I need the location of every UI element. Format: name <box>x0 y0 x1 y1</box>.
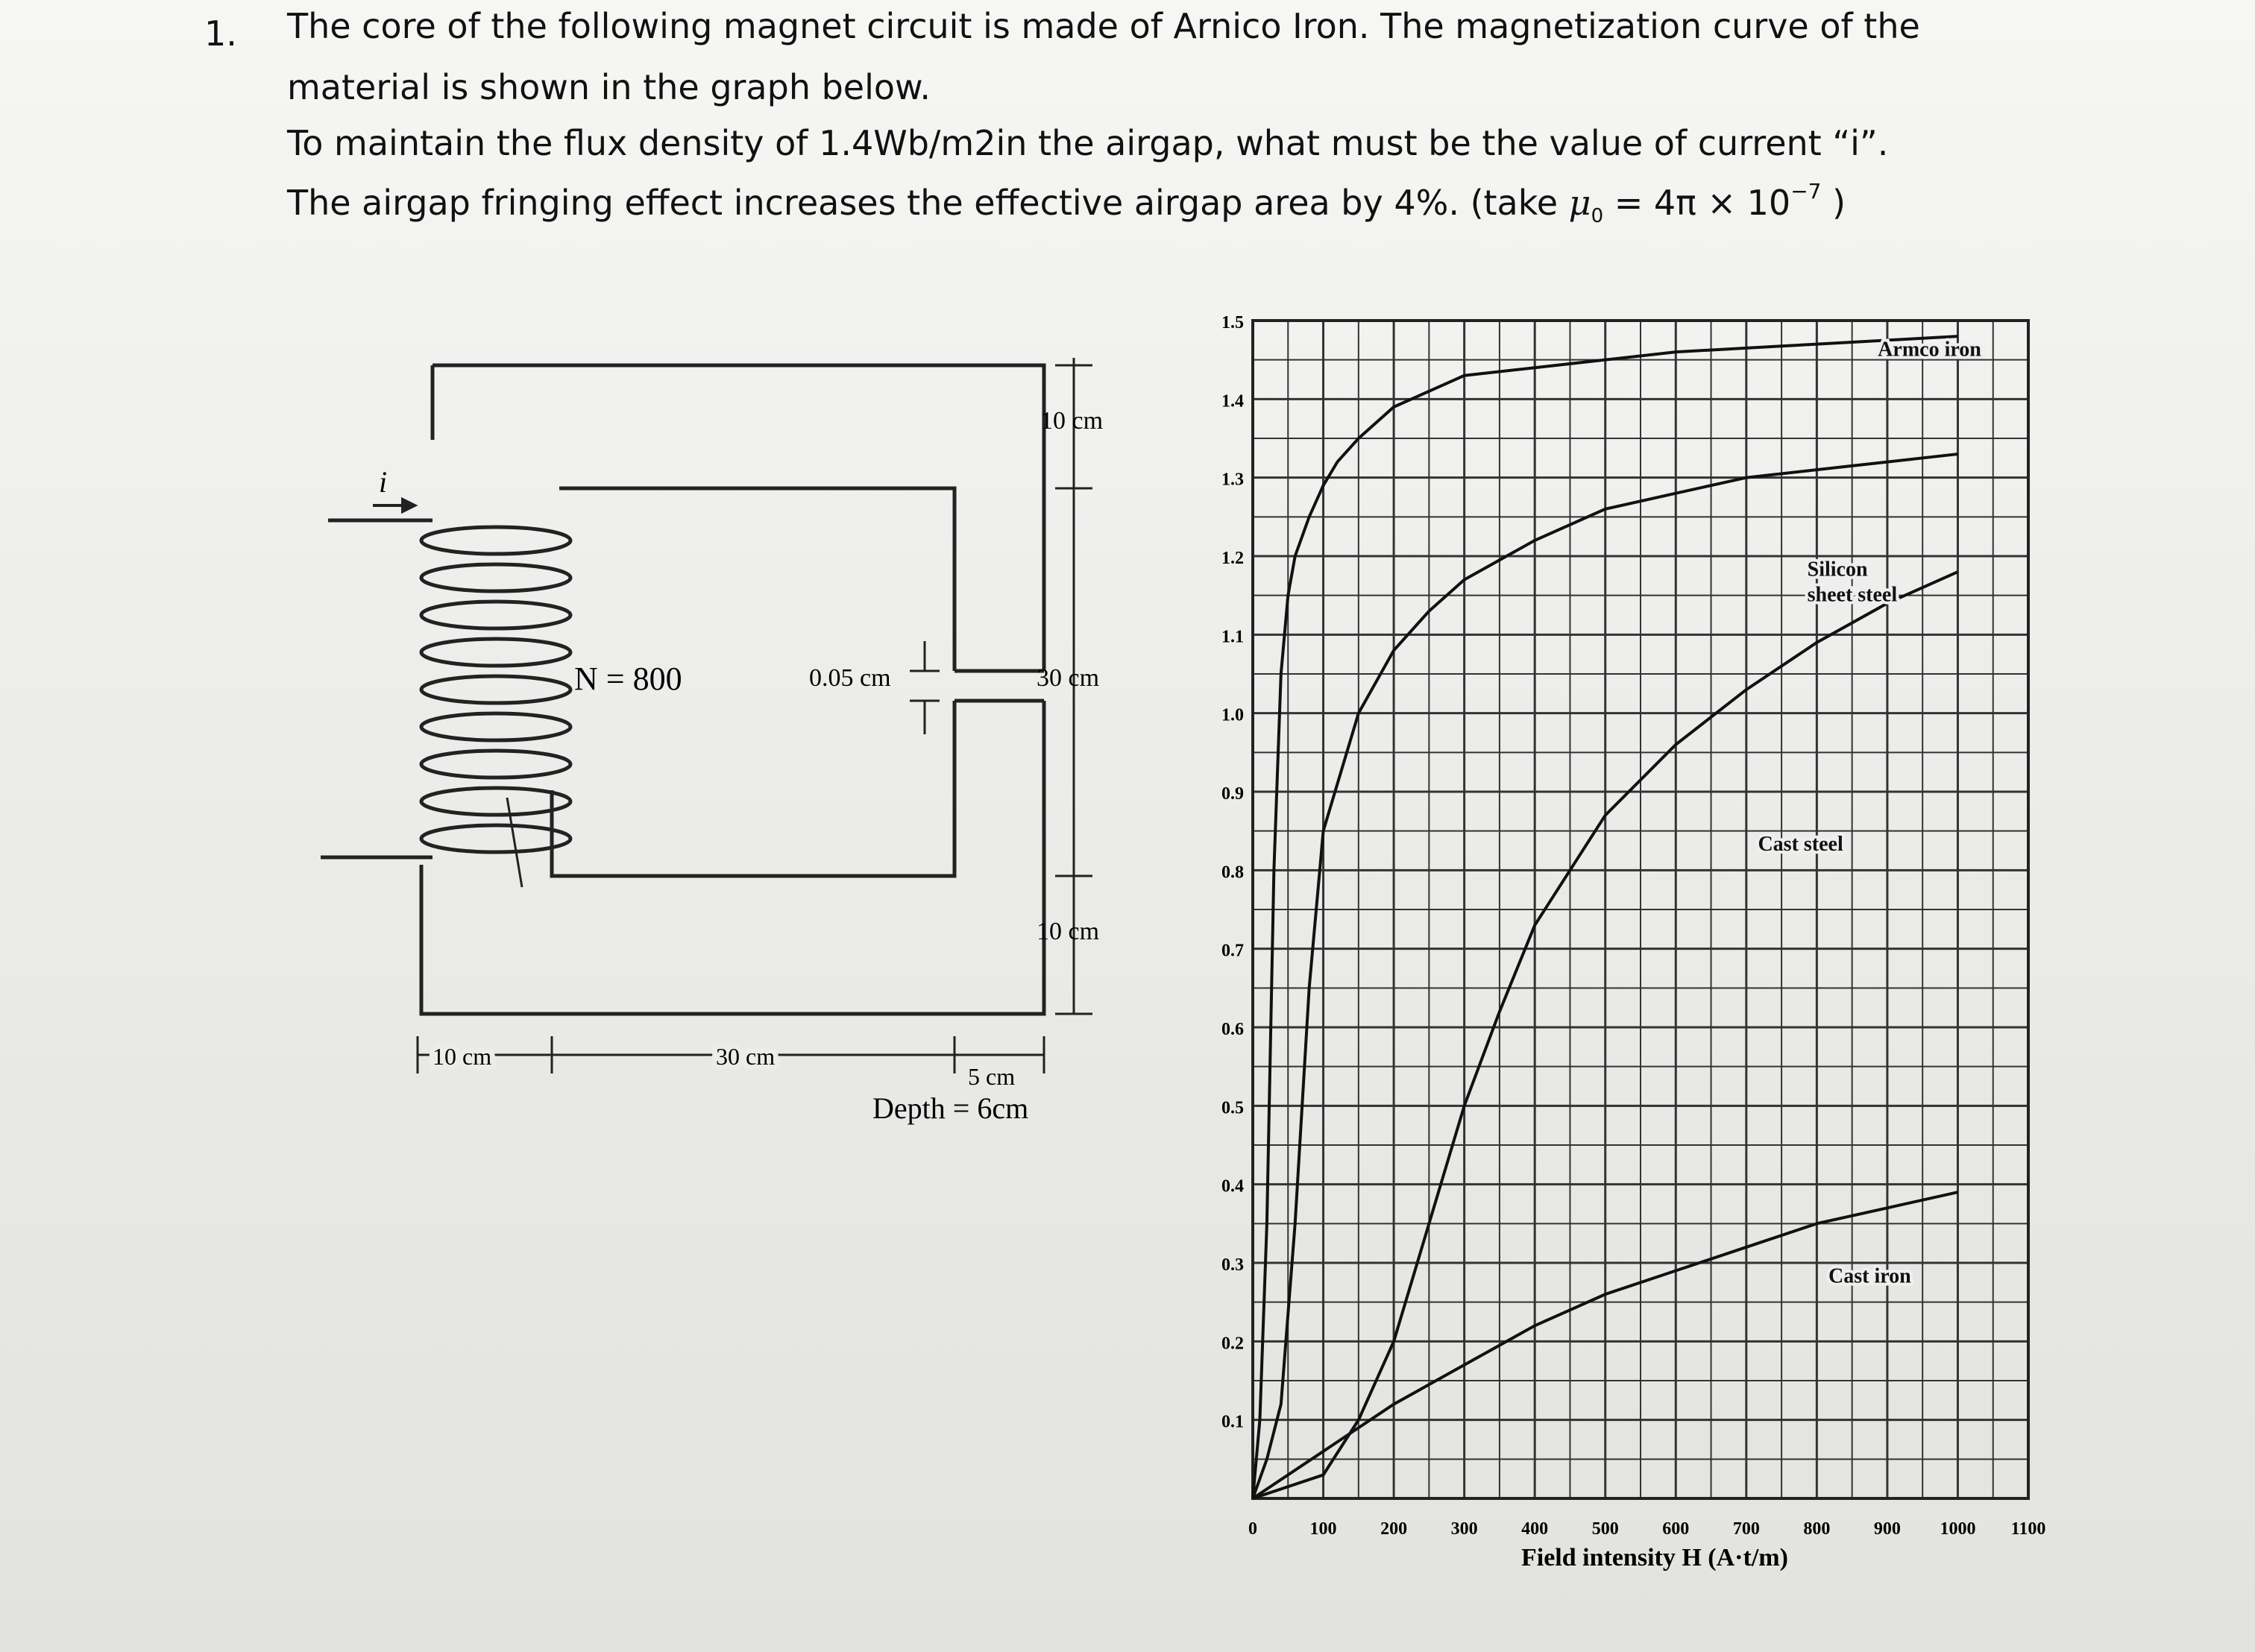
y-tick-label: 1.5 <box>1221 313 1244 332</box>
question-line-4-mid: = 4π × 10 <box>1603 183 1791 223</box>
turns-label: N = 800 <box>574 661 682 697</box>
series-label: Cast steel <box>1758 833 1843 856</box>
x-tick-label: 900 <box>1873 1519 1901 1539</box>
x-axis-label: Field intensity H (A·t/m) <box>1521 1544 1788 1571</box>
x-tick-label: 700 <box>1732 1519 1760 1539</box>
x-tick-labels <box>1248 1519 2045 1539</box>
chart-grid <box>1253 321 2028 1498</box>
dim-width-label: 30 cm <box>716 1043 776 1070</box>
series-label: Armco iron <box>1878 338 1981 362</box>
y-tick-label: 1.1 <box>1221 627 1244 647</box>
question-line-4-suffix: ) <box>1821 183 1846 223</box>
x-tick-label: 200 <box>1380 1519 1408 1539</box>
y-tick-label: 1.4 <box>1221 391 1244 412</box>
y-tick-label: 0.3 <box>1221 1255 1244 1275</box>
y-tick-label: 0.8 <box>1221 863 1244 883</box>
y-tick-labels <box>1221 313 1244 1432</box>
y-tick-label: 0.4 <box>1221 1176 1244 1197</box>
exponent: −7 <box>1790 179 1822 204</box>
y-tick-label: 0.9 <box>1221 784 1244 804</box>
y-tick-label: 1.0 <box>1221 705 1244 725</box>
depth-label: Depth = 6cm <box>872 1091 1029 1125</box>
question-line-3: To maintain the flux density of 1.4Wb/m2in the airgap, what must be the value of current “i”. <box>287 123 1889 163</box>
airgap-dimension <box>910 641 940 734</box>
y-tick-label: 0.2 <box>1221 1334 1244 1354</box>
question-line-2: material is shown in the graph below. <box>287 67 931 107</box>
x-tick-label: 0 <box>1248 1519 1257 1539</box>
x-tick-label: 500 <box>1591 1519 1619 1539</box>
y-tick-label: 1.3 <box>1221 470 1244 490</box>
current-label: i <box>379 465 388 499</box>
y-tick-label: 0.7 <box>1221 941 1244 961</box>
coil <box>321 520 570 887</box>
x-tick-label: 100 <box>1309 1519 1337 1539</box>
question-line-1: The core of the following magnet circuit is made of Arnico Iron. The magnetization curve of the <box>287 6 1920 46</box>
x-tick-label: 1100 <box>2010 1519 2046 1539</box>
series-label: Cast iron <box>1828 1264 1911 1288</box>
x-tick-label: 600 <box>1662 1519 1690 1539</box>
question-line-4-prefix: The airgap fringing effect increases the effective airgap area by 4%. (take <box>287 183 1569 223</box>
mu-subscript: 0 <box>1591 205 1604 228</box>
current-arrow-icon <box>373 499 415 511</box>
airgap-label: 0.05 cm <box>809 664 891 692</box>
question-line-4 <box>287 179 1846 227</box>
x-tick-label: 300 <box>1450 1519 1478 1539</box>
x-tick-label: 800 <box>1803 1519 1831 1539</box>
dim-middle-label: 30 cm <box>1037 664 1100 692</box>
question-number: 1. <box>204 13 237 54</box>
x-tick-label: 400 <box>1521 1519 1549 1539</box>
dim-right-label: 5 cm <box>968 1063 1016 1090</box>
magnetization-curve-chart <box>1163 298 2133 1610</box>
y-tick-label: 0.5 <box>1221 1098 1244 1118</box>
y-tick-label: 0.1 <box>1221 1412 1244 1432</box>
x-tick-label: 1000 <box>1940 1519 1976 1539</box>
dim-top-label: 10 cm <box>1040 407 1104 435</box>
dim-left-label: 10 cm <box>433 1043 492 1070</box>
y-tick-label: 0.6 <box>1221 1020 1244 1039</box>
dim-bottom-label: 10 cm <box>1037 918 1100 945</box>
series-label: sheet steel <box>1807 583 1898 607</box>
mu-symbol: μ <box>1568 183 1591 223</box>
y-tick-label: 1.2 <box>1221 549 1244 568</box>
series-label: Silicon <box>1807 558 1868 581</box>
magnetic-circuit-diagram <box>298 343 1163 1148</box>
core-outer-outline <box>421 365 1044 1014</box>
